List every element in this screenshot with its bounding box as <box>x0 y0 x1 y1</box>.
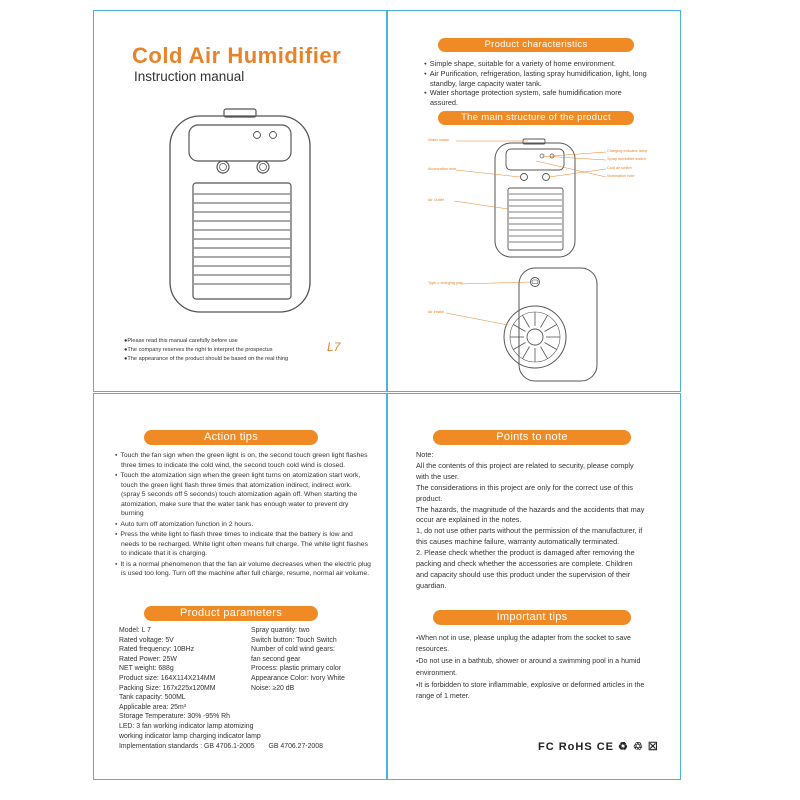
param-line: NET weight: 688g <box>119 665 174 673</box>
callout-air-intake: Air intake <box>428 310 444 314</box>
note-line: The considerations in this project are only for the correct use of this product. <box>416 482 633 503</box>
cover-note: ●The company reserves the right to interpret the prospectus <box>124 346 273 353</box>
param-line: Process: plastic primary color <box>251 665 341 673</box>
characteristics-heading: Product characteristics <box>438 38 634 52</box>
param-line: Model: L 7 <box>119 627 151 634</box>
notes-page <box>387 393 681 780</box>
points-notes <box>416 450 646 592</box>
param-line: Spray quantity: two <box>251 627 310 634</box>
param-line: Tank capacity: 500ML <box>119 694 186 702</box>
cover-title: Cold Air Humidifier <box>132 43 342 68</box>
note-line: 1, do not use other parts without the permission of the manufacturer, if this causes machine failure, warranty automatically terminated. <box>416 526 643 547</box>
cover-note: ●Please read this manual carefully before use <box>124 338 238 344</box>
callout-air-outlet: Air Outlet <box>428 198 444 202</box>
note-line: The hazards, the magnitude of the hazards and the accidents that may occur are explained in the notes. <box>416 504 645 525</box>
callout-illumination-hole: Illumination hole <box>607 174 635 178</box>
param-standards-2: GB 4706.27-2008 <box>268 743 323 750</box>
param-standards <box>119 742 379 752</box>
param-line: Product size: 164X114X214MM <box>119 674 216 682</box>
note-line: 2. Please check whether the product is damaged after removing the packing and check whether the accessories are complete. Children and capacity should use this product under the supervision of their guardian. <box>416 548 635 590</box>
model-badge: L7 <box>327 340 341 354</box>
list-item: ● Touch the atomization sign when the green light turns on atomization start work, touch the green light flash three times that atomization indirect, indirect work. (spray 5 seconds off 5 seconds) touch atomization again off. When starting the atomization, make sure that the water tank has enough water to prevent dry burning <box>115 470 371 519</box>
callout-atomization-hole: Atomization hole <box>428 167 457 171</box>
humidifier-front-illustration <box>94 11 388 393</box>
certification-marks: FC RoHS CE ♻ ♲ ☒ <box>538 741 659 753</box>
characteristics-page <box>387 10 681 392</box>
list-item: ● Press the white light to flash three times to indicate that the battery is low and needs to be recharged. White light often means full charge. The white light flashes to indicate that it is charging. <box>115 529 371 559</box>
callout-spray-switch: Spray humidifier switch <box>607 157 647 161</box>
points-heading: Points to note <box>433 430 631 445</box>
list-item: ● Touch the fan sign when the green light is on, the second touch green light flashes three times to indicate the cold wind, the second touch cold wind is closed. <box>115 450 371 470</box>
param-line: Switch button: Touch Switch <box>251 636 337 644</box>
list-item: ● When not in use, please unplug the adapter from the socket to save resources. <box>416 632 656 655</box>
structure-diagram <box>388 11 682 393</box>
note-line: Note: <box>416 450 434 459</box>
note-line: All the contents of this project are related to security, please comply with the user. <box>416 460 634 481</box>
param-line: Rated Power: 25W <box>119 655 177 663</box>
list-item: ● Air Purification, refrigeration, lasting spray humidification, light, long standby, large capacity water tank. <box>424 69 648 89</box>
param-line: Number of cold wind gears: <box>251 646 335 654</box>
list-item: ● Auto turn off atomization function in 2 hours. <box>115 519 371 530</box>
structure-heading: The main structure of the product <box>438 111 634 125</box>
param-storage: Storage Temperature: 30% -95% Rh <box>119 713 230 720</box>
cover-page <box>93 10 387 392</box>
list-item: ● It is a normal phenomenon that the fan air volume decreases when the electric plug is used too long. Turn off the machine after full charge, resume, normal air volume. <box>115 559 371 579</box>
param-line: Appearance Color: Ivory White <box>251 674 345 682</box>
parameters-heading: Product parameters <box>144 606 318 621</box>
action-tips-heading: Action tips <box>144 430 318 445</box>
list-item: ● Water shortage protection system, safe humidification more assured. <box>424 88 648 108</box>
cover-notes <box>124 337 288 363</box>
cover-subtitle: Instruction manual <box>134 69 245 84</box>
param-line: fan second gear <box>251 655 301 663</box>
action-tips-list <box>115 450 371 579</box>
callout-type-c-port: Type-c charging port <box>428 281 463 285</box>
list-item: ● It is forbidden to store inflammable, explosive or deformed articles in the range of 1 meter. <box>416 679 656 702</box>
param-line: Rated voltage: 5V <box>119 636 174 644</box>
important-list <box>416 632 656 702</box>
callout-charging-lamp: Charging indicator lamp <box>607 149 648 153</box>
param-standards-1: Implementation standards : GB 4706.1-2005 <box>119 743 255 750</box>
param-line: Rated frequency: 10BHz <box>119 646 195 654</box>
action-tips-page <box>93 393 387 780</box>
param-line: Packing Size: 167x225x120MM <box>119 684 216 692</box>
cover-note: ●The appearance of the product should be based on the real thing <box>124 355 289 362</box>
important-heading: Important tips <box>433 610 631 625</box>
callout-water-intake: Water intake <box>428 138 450 142</box>
param-led: LED: 3 fan working indicator lamp atomizing <box>119 723 254 730</box>
param-line: Noise: ≥20 dB <box>251 684 295 692</box>
callout-cold-air-switch: Cold air switch <box>607 166 632 170</box>
list-item: ● Simple shape, suitable for a variety of home environment. <box>424 59 648 69</box>
param-line: Applicable area: 25m³ <box>119 703 187 711</box>
param-led-cont: working indicator lamp charging indicator lamp <box>119 733 261 740</box>
list-item: ● Do not use in a bathtub, shower or around a swimming pool in a humid environment. <box>416 655 656 678</box>
